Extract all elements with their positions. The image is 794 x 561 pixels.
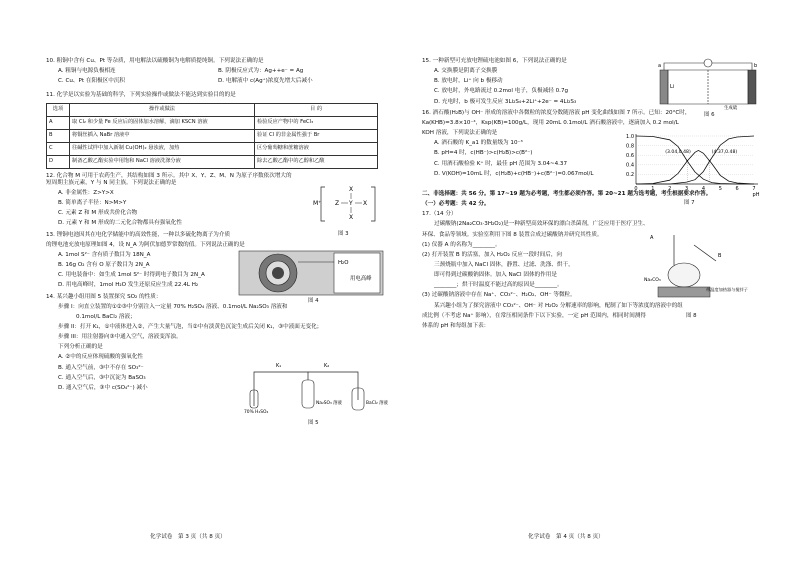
q12-option-c: C. 元素 Z 和 M 形成共价化合物 bbox=[58, 210, 138, 217]
annotation-label: (4.37,0.48) bbox=[711, 149, 738, 155]
figure-4-water-label: H₂O bbox=[338, 259, 349, 266]
q12-option-b: B. 简单离子半径：N>M>Y bbox=[58, 200, 127, 207]
q15-stem: 15. 一种新型可充放电锂硫电池如图 6，下列说法正确的是 bbox=[422, 58, 567, 64]
q11-table bbox=[46, 103, 378, 169]
figure-8-b-label: B bbox=[718, 253, 722, 260]
figure-5-apparatus bbox=[242, 360, 388, 418]
figure-6-caption: 图 6 bbox=[704, 112, 715, 118]
q14-option-a: A. ②中的反应体现硫酸的强氧化性 bbox=[58, 354, 144, 361]
table-row bbox=[47, 142, 378, 155]
q17-stem: 17.（14 分） bbox=[422, 211, 457, 218]
figure-8-caption: 图 8 bbox=[686, 313, 697, 320]
q14-step-3: 步骤 III：用注射器向③中通入空气，溶液变浑浊。 bbox=[58, 334, 182, 341]
right-footer: 化学试卷 第 4 页（共 8 页） bbox=[528, 533, 604, 540]
figure-7-chart bbox=[618, 132, 766, 198]
q11-cell: C bbox=[47, 142, 70, 155]
x-tick-label: 5 bbox=[718, 185, 722, 192]
q17-tail-2: 成比例（不考虑 Na⁺ 影响），在常压相同条件下以下实验，一定 pH 范围内，相同时间测得 bbox=[422, 312, 647, 319]
svg-text:Z: Z bbox=[335, 199, 340, 207]
x-tick-label: 1 bbox=[651, 185, 655, 192]
q14-stem: 14. 某兴趣小组用图 5 装置探究 SO₂ 的性质： bbox=[46, 293, 162, 300]
y-tick-label: 1.0 bbox=[626, 133, 634, 140]
q11-cell: D bbox=[47, 155, 70, 168]
svg-text:X: X bbox=[349, 213, 354, 221]
q11-cell: 将铜丝插入 NaBr 溶液中 bbox=[70, 129, 255, 142]
figure-6-battery bbox=[658, 58, 758, 110]
q14-step-1a: 步骤 I：向直立装置的①②③中分别注入一定量 70% H₂SO₄ 溶液、0.1mol/L Na₂SO₃ 溶液和 bbox=[58, 303, 288, 310]
figure-6-sulfur-label: 生成硫 bbox=[724, 106, 738, 111]
q11-stem: 11. 化学是以实验为基础的科学，下列实验操作或做法不能达到实验目的的是 bbox=[46, 92, 236, 99]
svg-text:X: X bbox=[363, 199, 368, 207]
q11-cell: 取 Cl₂ 和少量 Fe 反应后的固体加水溶解，滴加 KSCN 溶液 bbox=[70, 116, 255, 129]
q11-cell: 区分葡萄糖和蔗糖溶液 bbox=[255, 142, 378, 155]
figure-5-bacl2-label: BaCl₂ 溶液 bbox=[366, 400, 388, 406]
q11-header-option: 选项 bbox=[47, 103, 70, 116]
x-tick-label: 4 bbox=[701, 185, 706, 192]
q12-option-a: A. 非金属性：Z>Y>X bbox=[58, 189, 114, 196]
series-line-2 bbox=[636, 150, 754, 184]
figure-8-a-label: A bbox=[650, 235, 654, 242]
q14-step-2: 步骤 II：打开 K₁，①中液体进入②，产生大量气泡，当②中有淡黄色沉淀生成后关闭 K₁，③中液面无变化； bbox=[58, 323, 323, 330]
q16-stem-3: KOH 溶液，下列说法正确的是 bbox=[422, 130, 498, 137]
question-10 bbox=[46, 58, 386, 88]
q10-option-d: D. 电解液中 c(Ag⁺)浓度先增大后减小 bbox=[218, 78, 313, 85]
left-footer: 化学试卷 第 3 页（共 8 页） bbox=[150, 533, 226, 540]
q11-cell: 往碱性试样中加入新制 Cu(OH)₂ 悬浊液，加热 bbox=[70, 142, 255, 155]
figure-8-carbonate-label: Na₂CO₃ bbox=[644, 278, 661, 284]
series-line-1 bbox=[636, 136, 754, 184]
figure-8-heater-label: 带温度加热器与搅拌子 bbox=[706, 287, 748, 293]
figure-4-caption: 图 4 bbox=[308, 297, 319, 304]
figure-6-li-label: Li bbox=[670, 84, 675, 90]
q13-option-b: B. 16g O₂ 含有 O 原子数目为 2N_A bbox=[58, 262, 150, 269]
q17-part-3: (3) 过碳酸钠溶液中存在 Na⁺、CO₃²⁻、H₂O₂、OH⁻ 等微粒。 bbox=[422, 292, 576, 299]
q11-cell: A bbox=[47, 116, 70, 129]
figure-3-structure bbox=[311, 181, 381, 233]
q13-option-a: A. 1mol S²⁻ 含有质子数目为 18N_A bbox=[58, 251, 151, 258]
q14-step-1b: 0.1mol/L BaCl₂ 溶液； bbox=[76, 313, 136, 320]
q16-stem-1: 16. 酒石酸(H₂B)与 OH⁻ 形成的溶液中各微粒的浓度分数随溶液 pH 变化曲线如图 7 所示。已知：20°C时， bbox=[422, 109, 691, 116]
q14-prompt: 下列分析正确的是 bbox=[58, 344, 103, 351]
q14-option-c: C. 通入空气后，③中沉淀为 BaSO₃ bbox=[58, 374, 146, 381]
q17-part-2b: 三颈烧瓶中加入 NaCl 固体，静置、过滤、洗涤、烘干， bbox=[434, 261, 574, 268]
annotation-label: (3.04,0.48) bbox=[665, 149, 691, 155]
figure-5-caption: 图 5 bbox=[308, 419, 319, 426]
q15-option-c: C. 放电时，外电路流过 0.2mol 电子，负极减轻 0.7g bbox=[434, 88, 569, 95]
series-line-3 bbox=[636, 136, 754, 184]
q11-header-operation: 操作或做法 bbox=[70, 103, 255, 116]
figure-5-k1-label: K₁ bbox=[276, 362, 282, 369]
q16-option-a: A. 酒石酸的 K_a1 的数量级为 10⁻³ bbox=[434, 140, 523, 147]
q10-option-c: C. Cu、Pt 在阳极区中沉积 bbox=[58, 78, 126, 85]
table-row bbox=[47, 116, 378, 129]
q12-stem: 12. 化合物 M 可用于农药生产，其结构如图 3 所示。其中 X、Y、Z、M、N 为原子序数依次增大的短周期主族元素，Y 与 N 同主族。下列说法正确的是 bbox=[46, 172, 292, 186]
x-tick-label: 6 bbox=[735, 185, 739, 192]
q13-option-d: D. 用电高峰时，1mol H₂O 发生还原反应生成 22.4L H₂ bbox=[58, 282, 199, 289]
q10-option-a: A. 粗铜与电源负极相连 bbox=[58, 68, 116, 75]
q16-stem-2: Ka(KHB)=3.8×10⁻⁴，Ksp(KB)=100g/L，现用 20mL 0.1mol/L 酒石酸溶液中，逐滴加入 0.2 mol/L bbox=[422, 119, 679, 126]
q11-cell: 检验反应产物中的 FeCl₃ bbox=[255, 116, 378, 129]
q17-part-2c: 即可得到过碳酸钠固体。加入 NaCl 固体的作用是 bbox=[434, 272, 557, 279]
q15-option-b: B. 放电时，Li⁺ 向 b 极移动 bbox=[434, 78, 503, 85]
table-row bbox=[47, 129, 378, 142]
figure-5-sulfite-label: Na₂SO₃ 溶液 bbox=[316, 400, 342, 406]
figure-8-apparatus bbox=[644, 231, 754, 311]
q17-tail-3: 体系的 pH 和每组加下表： bbox=[422, 322, 490, 329]
x-axis-label: pH bbox=[752, 191, 760, 198]
q11-cell: 验证 Cl 的非金属性强于 Br bbox=[255, 129, 378, 142]
q14-option-d: D. 通入空气后，③中 c(SO₄²⁻) 减小 bbox=[58, 384, 148, 391]
section-2-title: 二、非选择题：共 56 分。第 17~19 题为必考题，考生都必须作答。第 20~21 题为选考题，考生根据要求作答。 bbox=[422, 190, 712, 197]
y-tick-label: 0.4 bbox=[626, 162, 634, 169]
q17-intro-2: 环保、食品等领域。实验室利用下图 8 装置合成过碳酸钠并研究其性质。 bbox=[422, 231, 603, 238]
q17-part-1: (1) 仪器 A 的名称为________。 bbox=[422, 241, 501, 248]
q11-cell: 制备乙酸乙酯实验中用饱和 NaCl 溶液洗涤分液 bbox=[70, 155, 255, 168]
q11-header-purpose: 目 的 bbox=[255, 103, 378, 116]
figure-6-b-label: b bbox=[754, 63, 758, 69]
figure-5-acid-label: 70% H₂SO₄ bbox=[244, 409, 269, 415]
figure-3-cation-label: M⁺ bbox=[313, 199, 322, 207]
svg-text:Y: Y bbox=[349, 199, 353, 207]
q15-option-d: D. 充电时，b 极可发生反应 3Li₂S₄+2Li⁺+2e⁻ = 4Li₂S₃ bbox=[434, 98, 577, 105]
figure-4-peak-label: 用电高峰 bbox=[350, 275, 372, 282]
q17-part-2a: (2) 打开装置 B 的活塞，加入 H₂O₂ 反应一段时间后，向 bbox=[422, 251, 563, 258]
q13-stem-2: 的锂电池充放电原理如图 4，设 N_A 为阿伏加德罗常数的值。下列说法正确的是 bbox=[46, 241, 245, 248]
svg-text:X: X bbox=[349, 185, 354, 193]
q13-stem-1: 13. 锂铜电池因其在电化学储能中的高效性能，一种以多硫化物离子为介质 bbox=[46, 231, 231, 238]
question-14 bbox=[46, 293, 388, 426]
figure-3-caption: 图 3 bbox=[338, 230, 349, 237]
q17-part-2d: ________；烘干时温度不能过高的原因是________。 bbox=[434, 282, 563, 289]
x-tick-label: 3 bbox=[684, 185, 689, 192]
q16-option-b: B. pH=4 时，c(HB⁻)>c(H₂B)>c(B²⁻) bbox=[434, 150, 533, 157]
table-row bbox=[47, 155, 378, 168]
figure-4-battery bbox=[238, 250, 384, 296]
q17-tail-1: 某兴趣小组为了探究溶液中 CO₃²⁻、OH⁻ 对 H₂O₂ 分解速率的影响，配制了如下等浓度的溶液中的组 bbox=[434, 302, 683, 309]
y-tick-label: 0.2 bbox=[626, 171, 634, 178]
q13-option-c: C. 用电装备中：如生成 1mol S²⁻ 时得到电子数目为 2N_A bbox=[58, 272, 205, 279]
q10-option-b: B. 阴极反应式为：Ag++e⁻ = Ag bbox=[218, 68, 304, 75]
y-tick-label: 0.6 bbox=[626, 152, 634, 159]
x-tick-label: 0 bbox=[634, 185, 638, 192]
q16-option-d: D. V(KOH)=10mL 时，c(H₂B)+c(HB⁻)+c(B²⁻)=0.067mol/L bbox=[434, 170, 594, 177]
q14-option-b: B. 通入空气前，③中不存在 SO₃²⁻ bbox=[58, 364, 144, 371]
question-11 bbox=[46, 92, 386, 168]
question-17 bbox=[422, 211, 766, 330]
q10-stem: 10. 粗铜中含有 Cu、Pt 等杂质，用电解法以硫酸铜为电解质提纯铜。下列说法正确的是 bbox=[46, 58, 264, 64]
x-tick-label: 2 bbox=[668, 185, 672, 192]
q15-option-a: A. 交换膜是阴离子交换膜 bbox=[434, 68, 498, 75]
q11-cell: B bbox=[47, 129, 70, 142]
section-2-required: （一）必考题：共 42 分。 bbox=[422, 201, 490, 208]
q17-intro-1: 过碳酸钠(2Na₂CO₃·3H₂O₂)是一种新型高效环保的漂白杀菌剂，广泛应用于医疗卫生、 bbox=[434, 221, 649, 228]
q12-option-d: D. 元素 Y 和 M 形成的二元化合物都具有强氧化性 bbox=[58, 220, 182, 227]
figure-5-k2-label: K₂ bbox=[324, 362, 330, 369]
y-tick-label: 0.8 bbox=[626, 143, 634, 150]
q16-option-c: C. 用酒石酸检验 K⁺ 时，最佳 pH 范围为 3.04~4.37 bbox=[434, 160, 568, 167]
right-page bbox=[400, 0, 794, 561]
figure-6-a-label: a bbox=[658, 63, 662, 69]
q11-cell: 除去乙酸乙酯中的乙醇和乙酸 bbox=[255, 155, 378, 168]
figure-7-caption: 图 7 bbox=[684, 199, 695, 206]
x-tick-label: 7 bbox=[752, 185, 756, 192]
